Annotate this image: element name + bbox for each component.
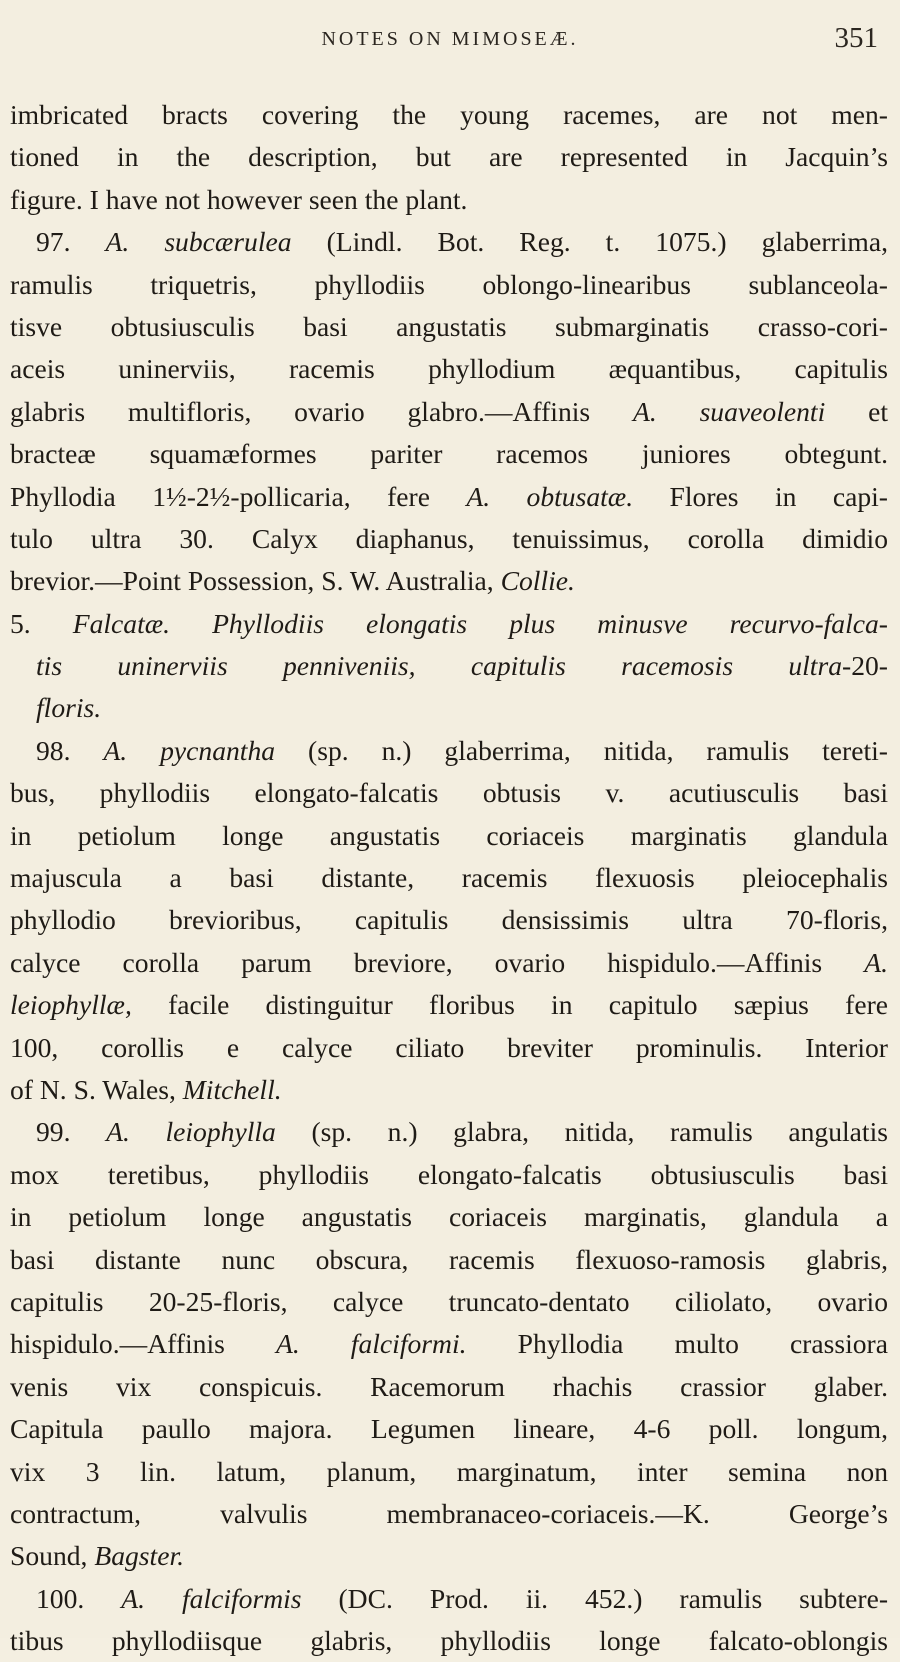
text-segment: hispidulo.—Affinis [10, 1328, 276, 1360]
text-segment: 5. [10, 607, 73, 639]
italic-text: A. obtusatæ. [466, 480, 634, 512]
italic-text: Collie. [500, 565, 575, 597]
text-line [10, 1366, 888, 1408]
text-line [10, 1323, 888, 1365]
text-line [10, 1451, 888, 1493]
text-segment: calyce corolla parum breviore, ovario hispidulo.—Affinis [10, 946, 865, 978]
text-segment: (sp. n.) glabra, nitida, ramulis angulatis [275, 1116, 888, 1148]
text-segment: et [825, 395, 888, 427]
text-segment: aceis uninerviis, racemis phyllodium æquantibus, capitulis [10, 353, 888, 385]
text-segment: tioned in the description, but are represented in Jacquin’s [10, 141, 888, 173]
text-line [10, 984, 888, 1026]
italic-text: leiophyllæ, [10, 989, 132, 1021]
text-segment: Phyllodia multo crassiora [466, 1328, 888, 1360]
text-segment: imbricated bracts covering the young racemes, are not men- [10, 99, 888, 130]
italic-text: floris. [36, 692, 102, 724]
italic-text: A. falciformis [121, 1582, 302, 1614]
text-segment: in petiolum longe angustatis coriaceis marginatis, glandula a [10, 1201, 888, 1233]
text-segment: tisve obtusiusculis basi angustatis submarginatis crasso-cori- [10, 310, 888, 342]
text-segment: glabris multifloris, ovario glabro.—Affinis [10, 395, 633, 427]
text-line [10, 603, 888, 645]
text-line [10, 857, 888, 899]
text-segment: 20- [851, 650, 888, 682]
italic-text: A. suaveolenti [632, 395, 826, 427]
text-segment: Capitula paullo majora. Legumen lineare, 4-6 poll. longum, [10, 1413, 888, 1445]
text-line [10, 433, 888, 475]
text-line [10, 1620, 888, 1662]
text-segment: figure. I have not however seen the plant. [10, 183, 468, 215]
text-segment: mox teretibus, phyllodiis elongato-falcatis obtusiusculis basi [10, 1158, 888, 1190]
text-line [10, 1578, 888, 1620]
text-line [10, 391, 888, 433]
text-segment: 97. [36, 226, 106, 258]
running-title: NOTES ON MIMOSEÆ. [321, 28, 579, 50]
text-segment: phyllodio brevioribus, capitulis densissimis ultra 70-floris, [10, 904, 888, 936]
text-line [10, 136, 888, 178]
text-segment: Flores in capi- [633, 480, 888, 512]
text-line [10, 815, 888, 857]
text-line [10, 179, 888, 221]
text-segment: (DC. Prod. ii. 452.) ramulis subtere- [301, 1582, 888, 1614]
text-segment: venis vix conspicuis. Racemorum rhachis crassior glaber. [10, 1370, 888, 1402]
italic-text: A. pycnantha [103, 734, 276, 766]
text-line [10, 1154, 888, 1196]
text-segment: 100, corollis e calyce ciliato breviter prominulis. Interior [10, 1031, 888, 1063]
body-text [10, 94, 888, 1662]
italic-text: Falcatæ. Phyllodiis elongatis plus minusve recurvo-falca- [72, 607, 888, 639]
italic-text: Mitchell. [182, 1073, 282, 1105]
text-line [10, 1196, 888, 1238]
text-segment: contractum, valvulis membranaceo-coriaceis.—K. George’s [10, 1497, 888, 1529]
running-head [0, 22, 900, 62]
text-line [10, 94, 888, 136]
text-segment: 99. [36, 1116, 107, 1148]
page-number: 351 [834, 22, 878, 54]
text-segment: capitulis 20-25-floris, calyce truncato-dentato ciliolato, ovario [10, 1285, 888, 1317]
text-line [10, 1535, 888, 1577]
italic-text: Bagster. [94, 1540, 185, 1572]
text-line [10, 730, 888, 772]
italic-text: tis uninerviis penniveniis, capitulis racemosis ultra- [36, 650, 852, 682]
text-segment: Sound, [10, 1540, 95, 1572]
text-segment: 98. [36, 734, 104, 766]
text-segment: in petiolum longe angustatis coriaceis marginatis glandula [10, 819, 888, 851]
text-segment: of N. S. Wales, [10, 1073, 183, 1105]
text-line [10, 306, 888, 348]
text-segment: facile distinguitur floribus in capitulo sæpius fere [131, 989, 888, 1021]
text-segment: bus, phyllodiis elongato-falcatis obtusis v. acutiusculis basi [10, 777, 888, 809]
text-line [10, 942, 888, 984]
text-segment: Phyllodia 1½-2½-pollicaria, fere [10, 480, 467, 512]
text-segment: tulo ultra 30. Calyx diaphanus, tenuissimus, corolla dimidio [10, 522, 888, 554]
text-segment: 100. [36, 1582, 122, 1614]
italic-text: A. falciformi. [275, 1328, 467, 1360]
text-segment: tibus phyllodiisque glabris, phyllodiis longe falcato-oblongis [10, 1625, 888, 1657]
text-line [10, 560, 888, 602]
text-segment: basi distante nunc obscura, racemis flexuoso-ramosis glabris, [10, 1243, 888, 1275]
text-line [10, 1281, 888, 1323]
italic-text: A. subcærulea [105, 226, 292, 258]
text-segment: majuscula a basi distante, racemis flexuosis pleiocephalis [10, 862, 888, 894]
text-line [10, 221, 888, 263]
text-line [10, 899, 888, 941]
text-segment: bracteæ squamæformes pariter racemos juniores obtegunt. [10, 438, 888, 470]
text-line [10, 264, 888, 306]
text-line [10, 1111, 888, 1153]
text-segment: ramulis triquetris, phyllodiis oblongo-linearibus sublanceola- [10, 268, 888, 300]
text-line [10, 1069, 888, 1111]
text-segment: brevior.—Point Possession, S. W. Australia, [10, 565, 501, 597]
text-segment: (Lindl. Bot. Reg. t. 1075.) glaberrima, [291, 226, 888, 258]
text-line [10, 1027, 888, 1069]
text-line [10, 772, 888, 814]
italic-text: A. leiophylla [106, 1116, 276, 1148]
text-line [10, 687, 888, 729]
text-line [10, 1493, 888, 1535]
text-line [10, 476, 888, 518]
text-line [10, 1239, 888, 1281]
text-line [10, 645, 888, 687]
text-segment: (sp. n.) glaberrima, nitida, ramulis tereti- [275, 734, 888, 766]
text-line [10, 348, 888, 390]
text-segment: vix 3 lin. latum, planum, marginatum, inter semina non [10, 1455, 888, 1487]
text-line [10, 1408, 888, 1450]
text-line [10, 518, 888, 560]
italic-text: A. [864, 946, 888, 978]
